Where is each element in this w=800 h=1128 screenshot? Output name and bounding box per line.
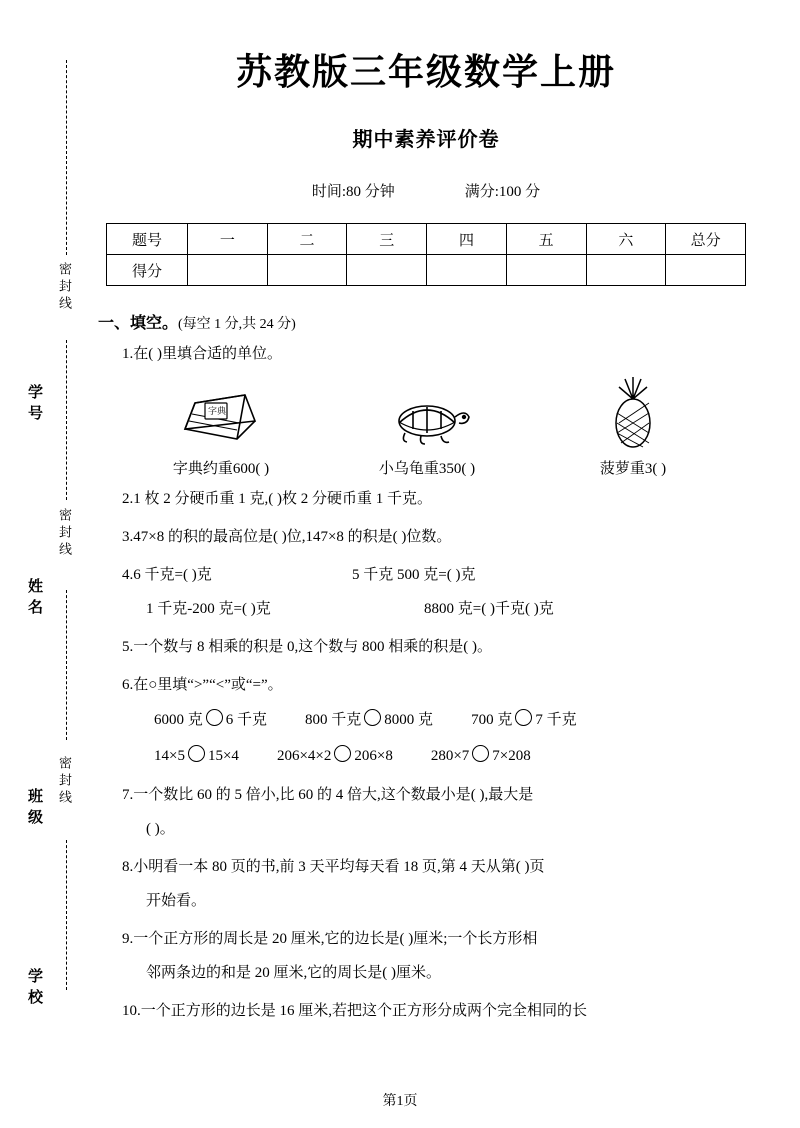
section-heading-note: (每空 1 分,共 24 分) xyxy=(178,317,296,332)
score-col-1: 一 xyxy=(188,224,268,255)
question-4-line1-right: 5 千克 500 克=( )克 xyxy=(352,567,476,583)
question-8-line1: 8.小明看一本 80 页的书,前 3 天平均每天看 18 页,第 4 天从第( )页 xyxy=(122,859,545,875)
field-label-name: 姓名 xyxy=(26,578,42,620)
question-1 xyxy=(122,337,756,371)
question-2-text: 2.1 枚 2 分硬币重 1 克,( )枚 2 分硬币重 1 千克。 xyxy=(122,491,432,507)
question-10 xyxy=(122,994,756,1028)
compare-left-2: 800 千克 xyxy=(305,712,362,728)
seal-dash-line-1 xyxy=(66,60,67,255)
question-4-line2-left: 1 千克-200 克=( )克 xyxy=(146,601,271,617)
compare-circle-icon[interactable] xyxy=(206,709,223,726)
compare-item-5 xyxy=(277,738,393,774)
question-4-line1-left: 4.6 千克=( )克 xyxy=(122,567,212,583)
seal-text-1: 密封线 xyxy=(57,262,72,313)
compare-right-6: 7×208 xyxy=(492,748,531,764)
score-value-1[interactable] xyxy=(188,255,268,286)
question-10-text: 10.一个正方形的边长是 16 厘米,若把这个正方形分成两个完全相同的长 xyxy=(122,1003,588,1019)
page-title: 苏教版三年级数学上册 xyxy=(235,52,616,93)
question-3-text: 3.47×8 的积的最高位是( )位,147×8 的积是( )位数。 xyxy=(122,529,452,545)
question-1-text: 1.在( )里填合适的单位。 xyxy=(122,346,282,362)
compare-circle-icon[interactable] xyxy=(472,745,489,762)
seal-text-2: 密封线 xyxy=(57,508,72,559)
question-5 xyxy=(122,630,756,664)
compare-item-6 xyxy=(431,738,531,774)
field-label-student-id: 学号 xyxy=(26,384,42,426)
question-4-line2-right: 8800 克=( )千克( )克 xyxy=(424,601,554,617)
compare-right-5: 206×8 xyxy=(354,748,393,764)
score-value-4[interactable] xyxy=(427,255,507,286)
seal-text-3: 密封线 xyxy=(57,756,72,807)
svg-text:字典: 字典 xyxy=(208,407,227,417)
score-value-6[interactable] xyxy=(586,255,666,286)
question-7 xyxy=(122,778,756,846)
seal-dash-line-2 xyxy=(66,340,67,500)
compare-item-1 xyxy=(154,702,267,738)
dictionary-book-svg xyxy=(175,381,267,451)
compare-left-6: 280×7 xyxy=(430,748,470,764)
exam-total-score: 满分:100 分 xyxy=(464,184,541,200)
question-6-text: 6.在○里填“>”“<”或“=”。 xyxy=(122,677,283,693)
score-value-3[interactable] xyxy=(347,255,427,286)
score-col-total: 总分 xyxy=(666,224,746,255)
pineapple-svg xyxy=(603,375,663,451)
compare-item-2 xyxy=(305,702,433,738)
field-label-school: 学校 xyxy=(26,968,42,1010)
compare-left-4: 14×5 xyxy=(154,748,185,764)
question-4 xyxy=(122,558,756,626)
table-row-scores xyxy=(107,255,746,286)
question-6 xyxy=(122,668,756,702)
score-col-5: 五 xyxy=(506,224,586,255)
turtle-icon xyxy=(324,377,530,451)
section-heading xyxy=(98,310,756,333)
seal-dash-line-3 xyxy=(66,590,67,740)
score-col-3: 三 xyxy=(347,224,427,255)
compare-circle-icon[interactable] xyxy=(334,745,351,762)
pineapple-icon xyxy=(530,377,736,451)
picture-item-pineapple xyxy=(530,377,736,478)
picture-caption-dictionary: 字典约重600( ) xyxy=(172,461,270,477)
score-table-row-label: 题号 xyxy=(107,224,188,255)
question-7-line2: ( )。 xyxy=(146,821,175,837)
question-8-line2: 开始看。 xyxy=(146,893,207,909)
main-content xyxy=(96,0,756,1028)
compare-right-1: 6 千克 xyxy=(225,712,268,728)
compare-circle-icon[interactable] xyxy=(515,709,532,726)
question-9 xyxy=(122,922,756,990)
score-col-2: 二 xyxy=(267,224,347,255)
question-9-line1: 9.一个正方形的周长是 20 厘米,它的边长是( )厘米;一个长方形相 xyxy=(122,931,538,947)
compare-item-4 xyxy=(154,738,239,774)
seal-dash-line-4 xyxy=(66,840,67,990)
section-heading-text: 一、填空。 xyxy=(98,315,179,332)
score-col-4: 四 xyxy=(427,224,507,255)
question-2 xyxy=(122,482,756,516)
question-6-row-1 xyxy=(154,702,756,738)
compare-item-3 xyxy=(471,702,577,738)
compare-left-3: 700 克 xyxy=(471,712,513,728)
compare-right-4: 15×4 xyxy=(207,748,239,764)
question-6-row-2 xyxy=(154,738,756,774)
question-4-line2 xyxy=(146,592,756,626)
question-3 xyxy=(122,520,756,554)
field-label-class: 班级 xyxy=(26,788,42,830)
compare-left-5: 206×4×2 xyxy=(276,748,332,764)
question-8 xyxy=(122,850,756,918)
question-7-line1: 7.一个数比 60 的 5 倍小,比 60 的 4 倍大,这个数最小是( ),最大是 xyxy=(122,787,534,803)
table-row-header xyxy=(107,224,746,255)
compare-right-2: 8000 克 xyxy=(384,712,434,728)
picture-caption-turtle: 小乌龟重350( ) xyxy=(378,461,476,477)
score-table xyxy=(106,223,746,286)
score-col-6: 六 xyxy=(586,224,666,255)
score-value-2[interactable] xyxy=(267,255,347,286)
exam-time: 时间:80 分钟 xyxy=(311,184,395,200)
question-9-line2: 邻两条边的和是 20 厘米,它的周长是( )厘米。 xyxy=(146,965,441,981)
compare-circle-icon[interactable] xyxy=(188,745,205,762)
compare-left-1: 6000 克 xyxy=(154,712,203,728)
picture-item-turtle xyxy=(324,377,530,478)
page-subtitle: 期中素养评价卷 xyxy=(352,127,500,151)
question-5-text: 5.一个数与 8 相乘的积是 0,这个数与 800 相乘的积是( )。 xyxy=(122,639,492,655)
compare-right-3: 7 千克 xyxy=(535,712,577,728)
score-value-total[interactable] xyxy=(666,255,746,286)
question-1-pictures xyxy=(118,377,756,478)
picture-item-dictionary xyxy=(118,377,324,478)
exam-meta xyxy=(96,180,756,201)
turtle-svg xyxy=(379,389,475,451)
dictionary-book-icon xyxy=(118,377,324,451)
score-value-5[interactable] xyxy=(506,255,586,286)
page-footer: 第1页 xyxy=(382,1094,418,1109)
compare-circle-icon[interactable] xyxy=(364,709,381,726)
picture-caption-pineapple: 菠萝重3( ) xyxy=(599,461,667,477)
score-table-row-label-2: 得分 xyxy=(107,255,188,286)
